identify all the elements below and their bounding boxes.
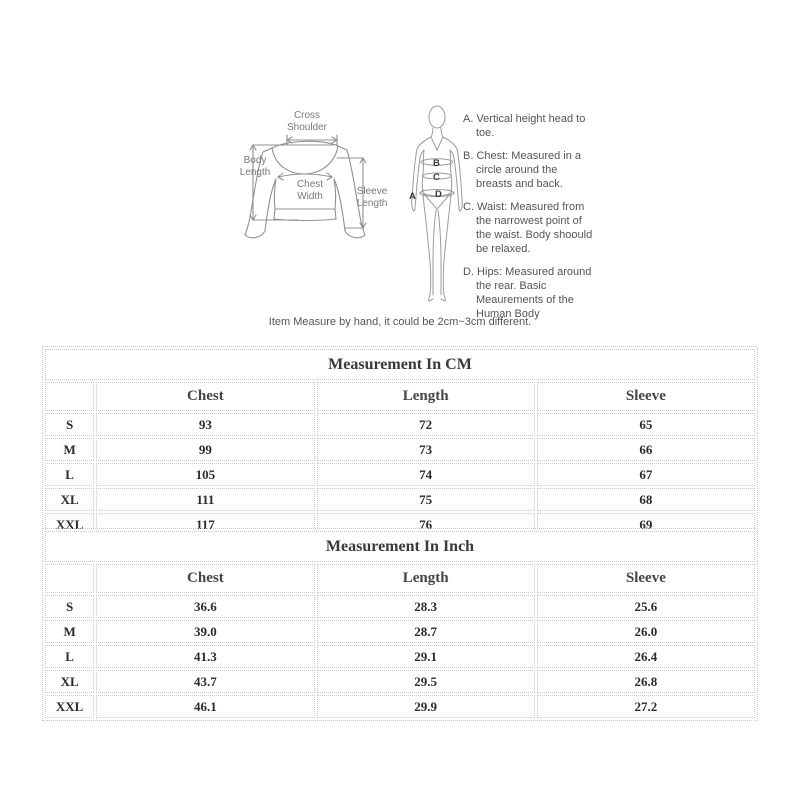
value-cell: 75 <box>317 488 535 511</box>
value-cell: 25.6 <box>537 595 755 618</box>
value-cell: 99 <box>96 438 314 461</box>
value-cell: 73 <box>317 438 535 461</box>
table-row <box>45 413 755 436</box>
table-row <box>45 488 755 511</box>
value-cell: 66 <box>537 438 755 461</box>
size-cell: L <box>45 463 94 486</box>
size-column-header <box>45 382 94 411</box>
column-header-length: Length <box>317 564 535 593</box>
value-cell: 46.1 <box>96 695 314 718</box>
value-cell: 26.0 <box>537 620 755 643</box>
column-header-chest: Chest <box>96 382 314 411</box>
size-cell: M <box>45 438 94 461</box>
value-cell: 26.8 <box>537 670 755 693</box>
measure-note-a: A. Vertical height head to toe. <box>463 113 586 139</box>
value-cell: 111 <box>96 488 314 511</box>
size-cell: XXL <box>45 695 94 718</box>
cross-shoulder-label: Cross Shoulder <box>286 110 328 133</box>
value-cell: 117 <box>96 513 314 536</box>
marker-b: B <box>433 158 440 169</box>
marker-c: C <box>433 172 440 183</box>
size-cell: XL <box>45 488 94 511</box>
marker-a: A <box>409 191 416 202</box>
value-cell: 27.2 <box>537 695 755 718</box>
value-cell: 26.4 <box>537 645 755 668</box>
marker-d: D <box>435 189 442 200</box>
table-row <box>45 595 755 618</box>
measure-note-c: C. Waist: Measured from the narrowest point of the waist. Body shoould be relaxed. <box>463 201 593 255</box>
body-length-label: Body Length <box>239 155 271 178</box>
value-cell: 105 <box>96 463 314 486</box>
sleeve-length-label: Sleeve Length <box>356 186 388 209</box>
value-cell: 29.9 <box>317 695 535 718</box>
value-cell: 41.3 <box>96 645 314 668</box>
column-header-chest: Chest <box>96 564 314 593</box>
measure-note-b: B. Chest: Measured in a circle around the breasts and back. <box>463 150 582 190</box>
measure-note-d: D. Hips: Measured around the rear. Basic Meaurements of the Human Body <box>463 266 592 320</box>
table-row <box>45 695 755 718</box>
value-cell: 69 <box>537 513 755 536</box>
value-cell: 68 <box>537 488 755 511</box>
value-cell: 28.7 <box>317 620 535 643</box>
column-header-sleeve: Sleeve <box>537 382 755 411</box>
size-cell: XL <box>45 670 94 693</box>
column-header-sleeve: Sleeve <box>537 564 755 593</box>
table-row <box>45 463 755 486</box>
measure-disclaimer: Item Measure by hand, it could be 2cm~3cm different. <box>268 316 532 328</box>
value-cell: 67 <box>537 463 755 486</box>
measurement-table-inch <box>42 528 758 721</box>
size-cell: S <box>45 413 94 436</box>
size-cell: XXL <box>45 513 94 536</box>
table-title-cm: Measurement In CM <box>45 349 755 380</box>
size-cell: L <box>45 645 94 668</box>
value-cell: 28.3 <box>317 595 535 618</box>
value-cell: 65 <box>537 413 755 436</box>
measuring-instructions <box>463 112 595 330</box>
value-cell: 39.0 <box>96 620 314 643</box>
size-column-header <box>45 564 94 593</box>
value-cell: 76 <box>317 513 535 536</box>
value-cell: 36.6 <box>96 595 314 618</box>
chest-width-label: Chest Width <box>296 179 324 202</box>
measurement-table-cm <box>42 346 758 539</box>
size-cell: S <box>45 595 94 618</box>
value-cell: 72 <box>317 413 535 436</box>
value-cell: 93 <box>96 413 314 436</box>
size-cell: M <box>45 620 94 643</box>
value-cell: 29.5 <box>317 670 535 693</box>
column-header-length: Length <box>317 382 535 411</box>
table-row <box>45 438 755 461</box>
value-cell: 74 <box>317 463 535 486</box>
value-cell: 43.7 <box>96 670 314 693</box>
table-row <box>45 620 755 643</box>
table-row <box>45 645 755 668</box>
table-row <box>45 670 755 693</box>
table-title-inch: Measurement In Inch <box>45 531 755 562</box>
value-cell: 29.1 <box>317 645 535 668</box>
